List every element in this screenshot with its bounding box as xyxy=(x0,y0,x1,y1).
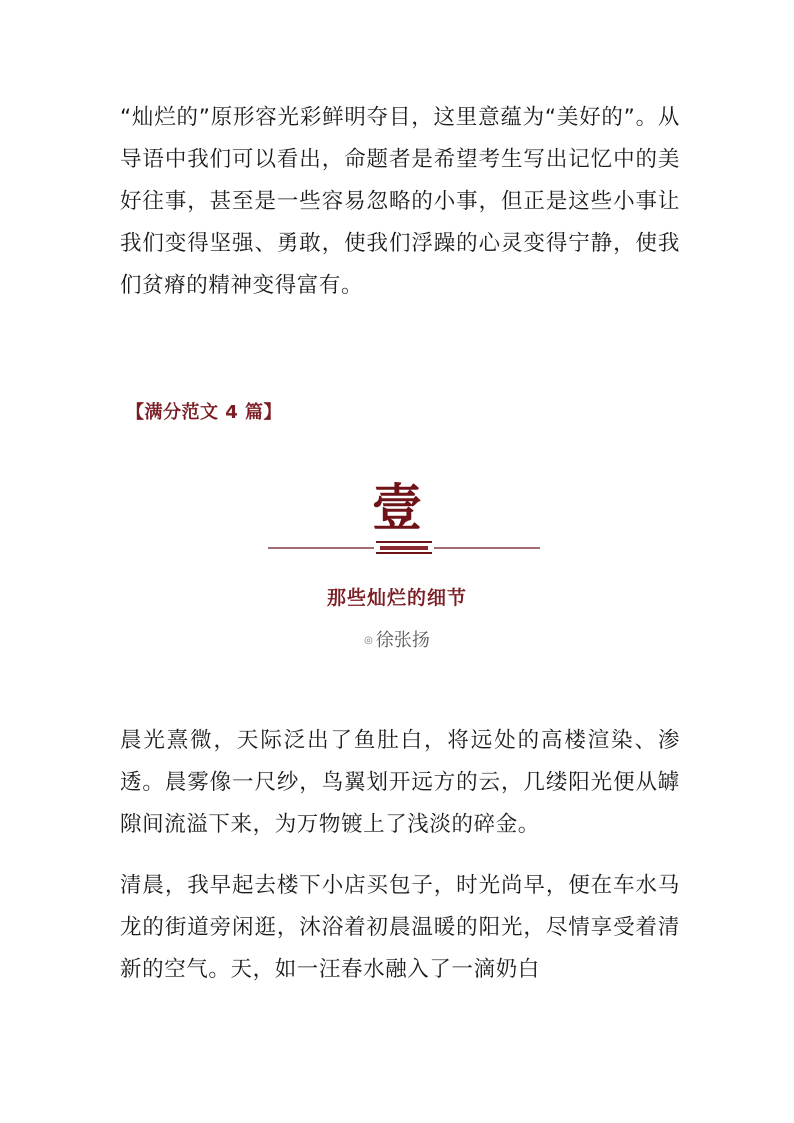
author-mark: ◎ xyxy=(364,635,373,646)
essay-title: 那些灿烂的细节 xyxy=(326,587,467,609)
section-label: 【满分范文 4 篇】 xyxy=(126,402,283,423)
author-name: 徐张扬 xyxy=(375,630,430,651)
author-byline xyxy=(0,626,794,652)
body-paragraph: 晨光熹微，天际泛出了鱼肚白，将远处的高楼渲染、渗透。晨雾像一尺纱，鸟翼划开远方的云，几缕阳光便从罅隙间流溢下来，为万物镀上了浅淡的碎金。 xyxy=(120,728,680,837)
ornamental-divider xyxy=(268,538,540,556)
body-paragraph: 清晨，我早起去楼下小店买包子，时光尚早，便在车水马龙的街道旁闲逛，沐浴着初晨温暖的阳光，尽情享受着清新的空气。天，如一汪春水融入了一滴奶白 xyxy=(120,873,680,982)
essay-numeral: 壹 xyxy=(372,478,422,537)
intro-paragraph: “灿烂的”原形容光彩鲜明夺目，这里意蕴为“美好的”。从导语中我们可以看出，命题者是希望考生写出记忆中的美好往事，甚至是一些容易忽略的小事，但正是这些小事让我们变得坚强、勇敢，使我们浮躁的心灵变得宁静，使我们贫瘠的精神变得富有。 xyxy=(120,105,680,298)
